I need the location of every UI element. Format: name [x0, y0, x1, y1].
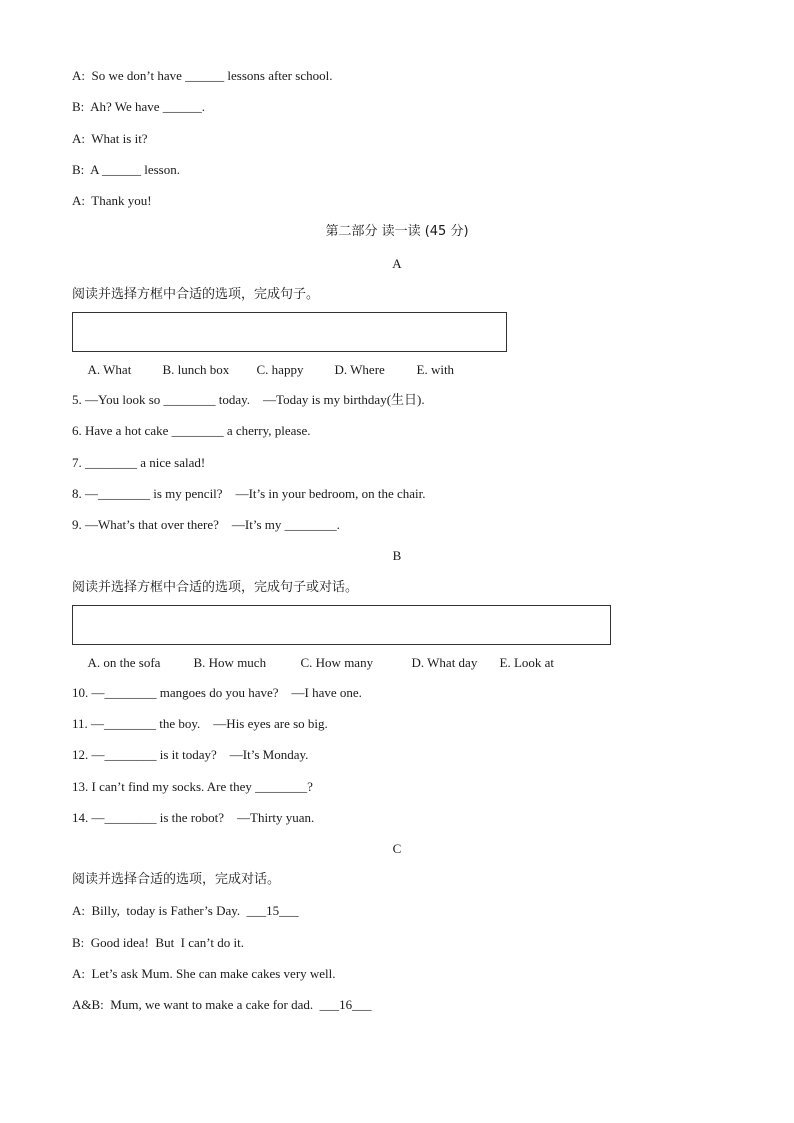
option: D. Where [334, 362, 385, 377]
option: E. Look at [499, 655, 555, 670]
question: 7. ________ a nice salad! [72, 455, 206, 470]
dialog-line: B: Good idea! But I can’t do it. [72, 935, 244, 950]
option: B. lunch box [162, 362, 230, 377]
option: E. with [416, 362, 455, 377]
dialog-line: A: So we don’t have ______ lessons after school. [72, 68, 333, 83]
section-label: C [392, 841, 402, 856]
dialog-line: B: Ah? We have ______. [72, 99, 206, 114]
dialog-line: A: Billy, today is Father’s Day. ___15___ [72, 903, 299, 918]
option: D. What day [411, 655, 478, 670]
options-box [72, 312, 507, 377]
options-box [72, 605, 611, 670]
question: 14. —________ is the robot? —Thirty yuan. [72, 810, 315, 825]
dialog-line: B: A ______ lesson. [72, 162, 180, 177]
section-label: A [392, 256, 402, 271]
dialog-line: A&B: Mum, we want to make a cake for dad. ___16___ [72, 997, 372, 1012]
part-title: 第二部分 读一读 (45 分) [325, 224, 469, 239]
option: B. How much [193, 655, 267, 670]
question: 5. —You look so ________ today. —Today is my birthday(生日). [72, 392, 425, 407]
question: 10. —________ mangoes do you have? —I have one. [72, 685, 362, 700]
question: 6. Have a hot cake ________ a cherry, please. [72, 423, 311, 438]
question: 12. —________ is it today? —It’s Monday. [72, 747, 309, 762]
question: 8. —________ is my pencil? —It’s in your bedroom, on the chair. [72, 486, 426, 501]
option: A. on the sofa [87, 655, 161, 670]
section-instruction: 阅读并选择方框中合适的选项，完成句子。 [72, 287, 320, 302]
option: C. How many [300, 655, 374, 670]
option: C. happy [256, 362, 304, 377]
section-instruction: 阅读并选择合适的选项，完成对话。 [72, 872, 281, 887]
dialog-line: A: What is it? [72, 131, 148, 146]
dialog-line: A: Let’s ask Mum. She can make cakes very well. [72, 966, 336, 981]
question: 13. I can’t find my socks. Are they ________? [72, 779, 313, 794]
section-label: B [392, 548, 402, 563]
question: 9. —What’s that over there? —It’s my ________. [72, 517, 340, 532]
question: 11. —________ the boy. —His eyes are so big. [72, 716, 328, 731]
section-instruction: 阅读并选择方框中合适的选项，完成句子或对话。 [72, 580, 359, 595]
dialog-line: A: Thank you! [72, 193, 152, 208]
option: A. What [87, 362, 132, 377]
